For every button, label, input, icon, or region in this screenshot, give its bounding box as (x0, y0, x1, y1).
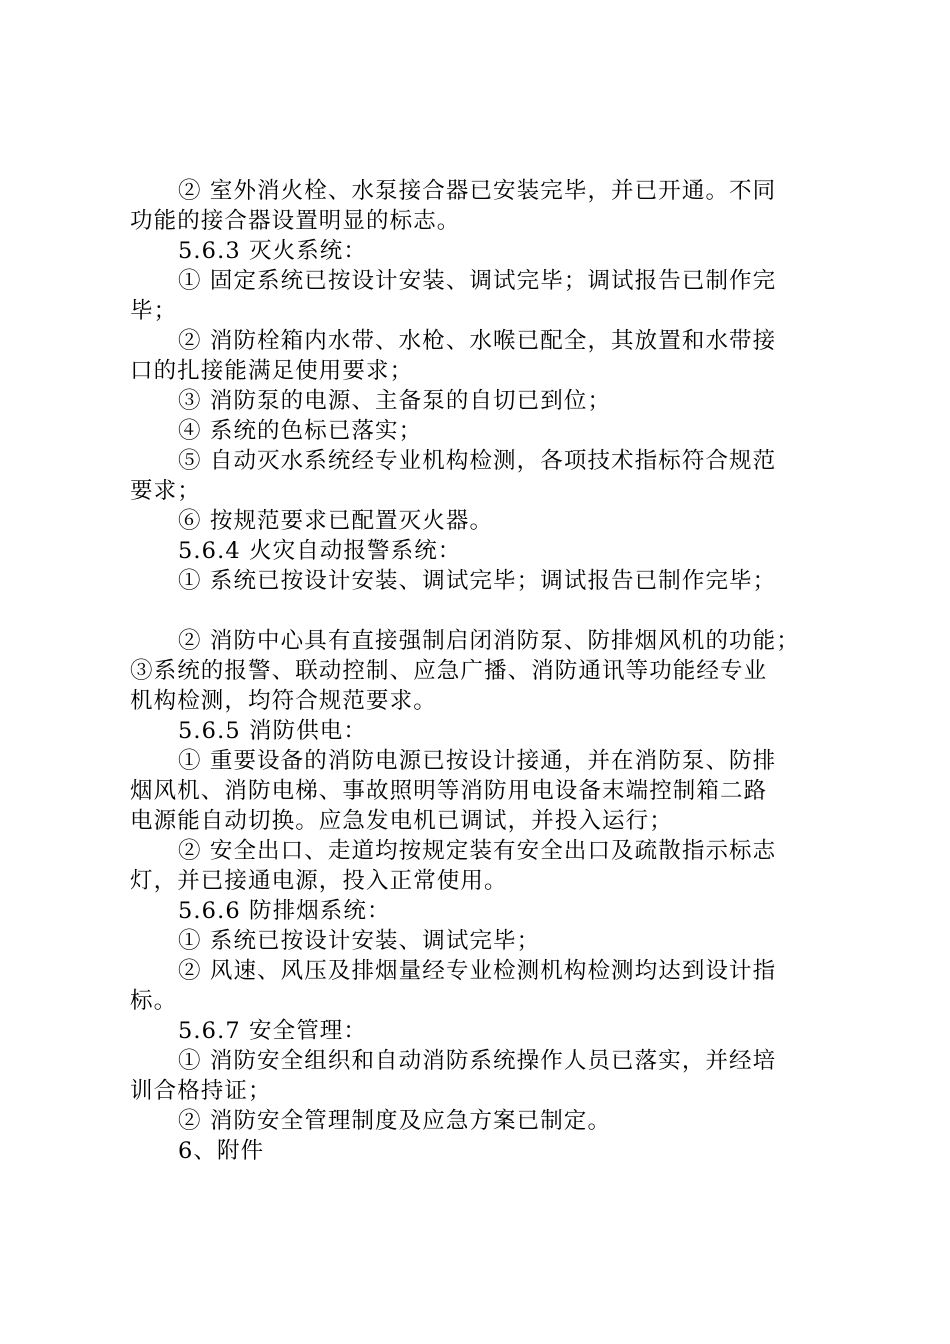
paragraph-line: ① 重要设备的消防电源已按设计接通，并在消防泵、防排 (178, 748, 777, 774)
paragraph-line: 标。 (130, 988, 178, 1014)
paragraph-line: ① 系统已按设计安装、调试完毕； (178, 928, 541, 954)
paragraph-line: ② 安全出口、走道均按规定装有安全出口及疏散指示标志 (178, 838, 777, 864)
section-heading-5-6-6: 5.6.6 防排烟系统： (178, 898, 391, 924)
paragraph-line: ⑥ 按规范要求已配置灭火器。 (178, 508, 494, 534)
paragraph-line: ① 消防安全组织和自动消防系统操作人员已落实，并经培 (178, 1048, 777, 1074)
paragraph-line: ① 系统已按设计安装、调试完毕；调试报告已制作完毕； (178, 568, 777, 594)
section-heading-5-6-5: 5.6.5 消防供电： (178, 718, 368, 744)
paragraph-line: ② 室外消火栓、水泵接合器已安装完毕，并已开通。不同 (178, 178, 777, 204)
paragraph-line: 灯，并已接通电源，投入正常使用。 (130, 868, 508, 894)
paragraph-line: ③系统的报警、联动控制、应急广播、消防通讯等功能经专业 (130, 658, 768, 684)
paragraph-line: 训合格持证； (130, 1078, 272, 1104)
paragraph-line: 电源能自动切换。应急发电机已调试，并投入运行； (130, 808, 673, 834)
blank-line (130, 596, 842, 626)
paragraph-line: 要求； (130, 478, 201, 504)
section-heading-attachments: 6、附件 (178, 1138, 265, 1164)
paragraph-line: ② 消防安全管理制度及应急方案已制定。 (178, 1108, 612, 1134)
paragraph-line: ⑤ 自动灭水系统经专业机构检测，各项技术指标符合规范 (178, 448, 777, 474)
paragraph-line: ① 固定系统已按设计安装、调试完毕；调试报告已制作完 (178, 268, 777, 294)
paragraph-line: ② 消防中心具有直接强制启闭消防泵、防排烟风机的功能； (178, 628, 800, 654)
section-heading-5-6-3: 5.6.3 灭火系统： (178, 238, 368, 264)
paragraph-line: 毕； (130, 298, 178, 324)
paragraph-line: 功能的接合器设置明显的标志。 (130, 208, 461, 234)
paragraph-line: ③ 消防泵的电源、主备泵的自切已到位； (178, 388, 612, 414)
paragraph-line: 机构检测，均符合规范要求。 (130, 688, 437, 714)
paragraph-line: ② 消防栓箱内水带、水枪、水喉已配全，其放置和水带接 (178, 328, 777, 354)
section-heading-5-6-4: 5.6.4 火灾自动报警系统： (178, 538, 462, 564)
section-heading-5-6-7: 5.6.7 安全管理： (178, 1018, 368, 1044)
paragraph-line: ② 风速、风压及排烟量经专业检测机构检测均达到设计指 (178, 958, 777, 984)
document-body (130, 176, 842, 1166)
paragraph-line: ④ 系统的色标已落实； (178, 418, 423, 444)
paragraph-line: 口的扎接能满足使用要求； (130, 358, 414, 384)
paragraph-line: 烟风机、消防电梯、事故照明等消防用电设备末端控制箱二路 (130, 778, 768, 804)
